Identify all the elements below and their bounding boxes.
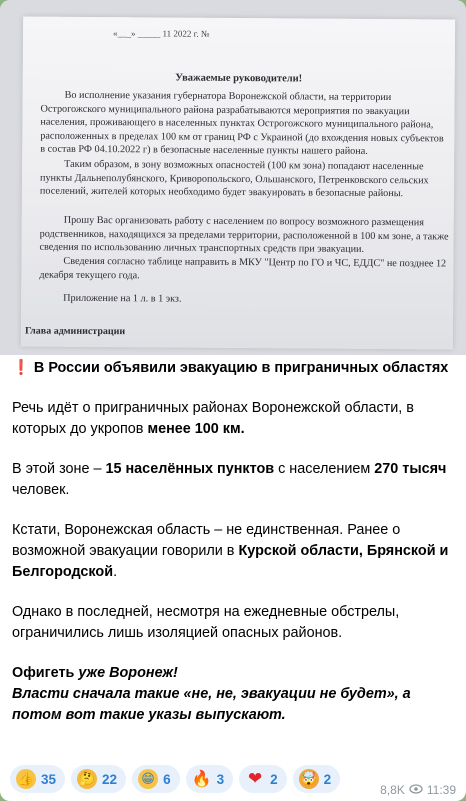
document-paragraph-3: Прошу Вас организовать работу с населением по вопросу возможного размещения родственников, находящихся за пределами территории, расположенной в 100 км зоне, а также сведения по использованию личных транспортных средств при эвакуации.: [39, 214, 449, 256]
reaction-count: 6: [163, 771, 171, 787]
reaction-thumbs-up[interactable]: [10, 765, 65, 793]
thumbs-up-icon: 👍: [16, 769, 36, 789]
post-paragraph-3: [12, 520, 458, 583]
document-paragraph-4: Сведения согласно таблице направить в МКУ "Центр по ГО и ЧС, ЕДДС" не позднее 12 декабря текущего года.: [39, 255, 447, 281]
document-header: «___» _____ 11 2022 г. №: [113, 28, 210, 39]
grinning-face-icon: 😁: [138, 769, 158, 789]
exploding-head-icon: 🤯: [299, 769, 319, 789]
document-paragraph-1: Во исполнение указания губернатора Воронежской области, на территории Острогожского муниципального района разрабатываются мероприятия по эвакуации населения, проживающего в населенных пунктах Острогожского муниципального района, расположенных в пределах 100 км от границ РФ с Украиной (до вхождения новых субъектов в состав РФ 04.10.2022 г) в безопасные населенные пункты нашего района.: [40, 89, 444, 158]
p6-text: Власти сначала такие «не, не, эвакуации не будет», а потом вот такие указы выпускают.: [12, 686, 411, 723]
reaction-exploding-head[interactable]: [293, 765, 341, 793]
reaction-count: 2: [323, 771, 332, 787]
p5-text: Офигеть: [12, 665, 79, 681]
p1-text: Речь идёт о приграничных районах Воронежской области, в которых до укропов: [12, 400, 414, 437]
p2-text-b: с населением: [274, 461, 375, 477]
red-heart-icon: ❤: [247, 769, 263, 788]
reaction-count: 2: [270, 771, 278, 787]
post-paragraph-4: Однако в последней, несмотря на ежедневные обстрелы, ограничились лишь изоляцией опасных районов.: [12, 604, 400, 641]
p2-bold-b: 270 тысяч: [374, 461, 447, 477]
reaction-thinking[interactable]: [71, 765, 126, 793]
document-title: Уважаемые руководители!: [175, 72, 303, 85]
thinking-face-icon: 🤔: [77, 769, 97, 789]
post-paragraph-2: [12, 459, 458, 501]
p2-bold-a: 15 населённых пунктов: [105, 461, 275, 477]
reactions-bar: [10, 765, 340, 793]
post-paragraph-1: [12, 398, 458, 440]
document-paragraph-2: Таким образом, в зону возможных опасностей (100 км зона) попадают населенные пункты Дальнеполубянского, Криворопольского, Ольшанского, Петренковского сельских поселений, жителей которых необходимо будет эвакуировать в безопасные районы.: [39, 158, 429, 200]
reaction-count: 22: [102, 771, 118, 787]
message-meta: [380, 783, 456, 797]
eye-icon: [409, 784, 423, 797]
views-count: 8,8K: [380, 783, 405, 797]
reaction-fire[interactable]: [186, 765, 234, 793]
fire-icon: 🔥: [191, 771, 212, 788]
post-paragraph-5: [12, 663, 458, 726]
exclamation-icon: ❗: [12, 360, 30, 376]
p3-bold: Курской области, Брянской и Белгородской: [12, 543, 449, 580]
p1-bold: менее 100 км.: [147, 421, 245, 437]
post-photo[interactable]: [0, 0, 466, 355]
document-photo: [21, 16, 455, 349]
post-text: [12, 358, 458, 726]
p2-text-a: В этой зоне –: [12, 461, 106, 477]
p3-text-b: .: [113, 564, 118, 580]
message-time: 11:39: [426, 783, 456, 797]
reaction-count: 3: [216, 771, 225, 787]
post-headline: [12, 358, 458, 379]
p5-emphasis: уже Воронеж!: [78, 665, 178, 681]
p3-text-a: Кстати, Воронежская область – не единственная. Ранее о возможной эвакуации говорили в: [12, 522, 401, 559]
reaction-heart[interactable]: [239, 765, 287, 793]
headline-text: В России объявили эвакуацию в приграничных областях: [33, 360, 449, 376]
document-signature: Глава администрации: [24, 325, 126, 338]
document-attachment: Приложение на 1 л. в 1 экз.: [63, 292, 182, 305]
reaction-count: 35: [41, 771, 57, 787]
reaction-grinning[interactable]: [132, 765, 180, 793]
p2-text-c: человек.: [12, 482, 70, 498]
